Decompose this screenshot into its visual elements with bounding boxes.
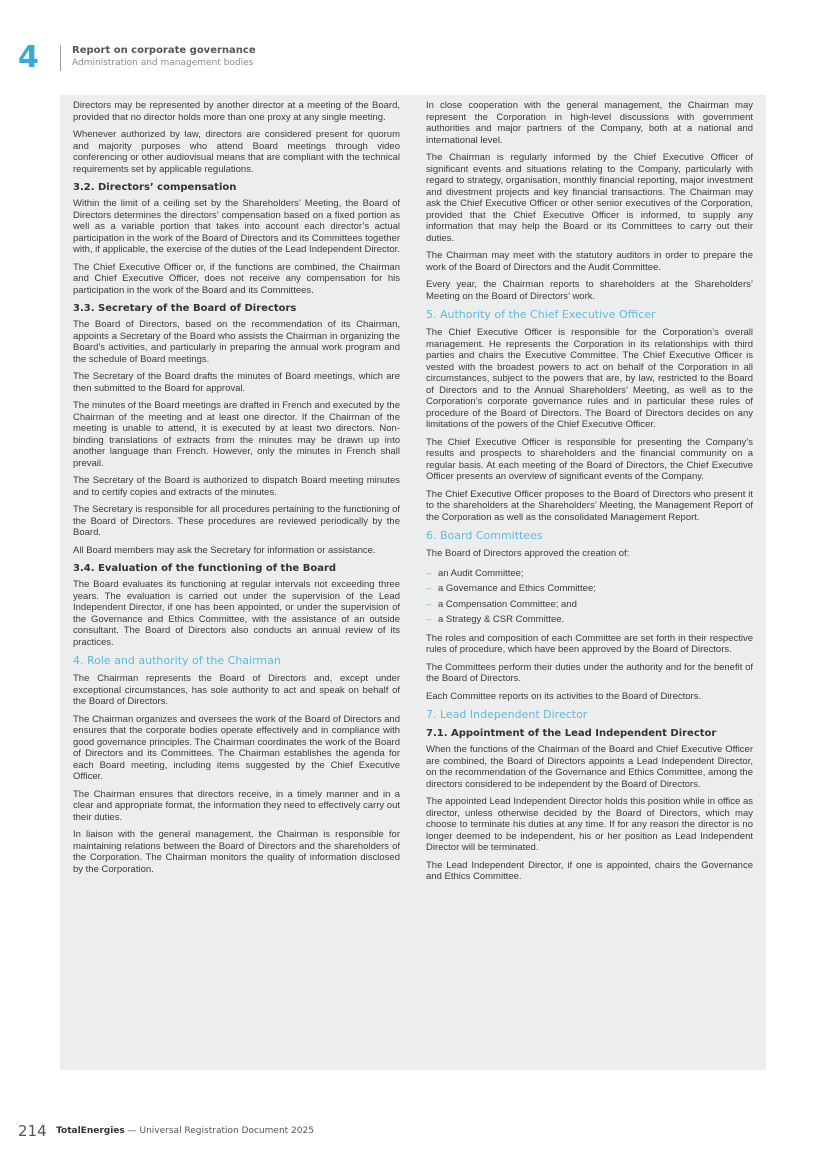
header-text: [72, 45, 256, 69]
paragraph: The Chief Executive Officer is responsible for presenting the Company’s results and prospects to shareholders and the financial community on a regular basis. At each meeting of the Board of Directors, the Chief Executive Officer presents an overview of significant events of the Company.: [426, 436, 753, 482]
paragraph: The minutes of the Board meetings are drafted in French and executed by the Chairman of the meeting and at least one director. If the Chairman of the meeting is unable to attend, it is executed by at least two directors. Non-binding translations of extracts from the minutes may be drawn up into another language than French. However, only the minutes in French shall prevail.: [73, 400, 400, 469]
chapter-number: 4: [18, 40, 39, 75]
paragraph: In close cooperation with the general management, the Chairman may represent the Corporation in high-level discussions with government authorities and major partners of the Company, both at a national and international level.: [426, 100, 753, 146]
paragraph: The Board of Directors, based on the recommendation of its Chairman, appoints a Secretary of the Board who assists the Chairman in organizing the Board’s activities, and particularly in preparing the annual work program and the schedule of Board meetings.: [73, 319, 400, 365]
paragraph: The Board of Directors approved the creation of:: [426, 548, 630, 559]
paragraph: The Committees perform their duties under the authority and for the benefit of the Board of Directors.: [426, 661, 753, 684]
section-heading-4: 4. Role and authority of the Chairman: [73, 654, 281, 667]
paragraph: The Chief Executive Officer is responsible for the Corporation’s overall management. He represents the Corporation in its relationships with third parties and chairs the Executive Committee. The Chief Executive Officer is vested with the broadest powers to act on behalf of the Corporation in all circumstances, subject to the powers that are, by law, restricted to the Board of Directors and to the Annual Shareholders’ Meeting, as well as to the Corporation’s corporate governance rules and in particular these rules of procedure of the Board of Directors. The Board of Directors decides on any limitations of the powers of the Chief Executive Officer.: [426, 327, 753, 430]
paragraph: The Board evaluates its functioning at regular intervals not exceeding three years. The evaluation is carried out under the supervision of the Lead Independent Director, if one has been appointed, or under the supervision of the Governance and Ethics Committee, with the assistance of an outside consultant. The Board of Directors also conducts an annual review of its practices.: [73, 579, 400, 648]
left-column: [73, 100, 400, 881]
paragraph: The appointed Lead Independent Director holds this position while in office as director, unless otherwise decided by the Board of Directors, which may choose to terminate his duties at any time. If for any reason the director is no longer deemed to be independent, his or her position as Lead Independent Director will be terminated.: [426, 796, 753, 853]
paragraph: In liaison with the general management, the Chairman is responsible for maintaining relations between the Board of Directors and the shareholders of the Corporation. The Chairman monitors the quality of information disclosed by the Corporation.: [73, 829, 400, 875]
paragraph: Whenever authorized by law, directors are considered present for quorum and majority purposes who attend Board meetings through video conferencing or other audiovisual means that are compliant with the technical requirements set by applicable regulations.: [73, 129, 400, 175]
header-title: Report on corporate governance: [72, 45, 256, 56]
paragraph: The Chairman represents the Board of Directors and, except under exceptional circumstances, has sole authority to act and speak on behalf of the Board of Directors.: [73, 673, 400, 707]
paragraph: The roles and composition of each Committee are set forth in their respective rules of procedure, which have been approved by the Board of Directors.: [426, 632, 753, 655]
list-item: – an Audit Committee;: [426, 566, 753, 582]
page-number: 214: [18, 1122, 47, 1140]
section-heading-5: 5. Authority of the Chief Executive Officer: [426, 308, 656, 321]
paragraph: Within the limit of a ceiling set by the Shareholders’ Meeting, the Board of Directors determines the directors’ compensation based on a fixed portion as well as a variable portion that takes into account each director’s actual participation in the work of the Board of Directors and its Committees together with, if applicable, the exercise of the duties of the Lead Independent Director.: [73, 198, 400, 255]
section-heading-7: 7. Lead Independent Director: [426, 708, 588, 721]
header-divider: [60, 45, 61, 71]
paragraph: The Chairman organizes and oversees the work of the Board of Directors and ensures that the corporate bodies operate effectively and in compliance with good governance principles. The Chairman coordinates the work of the Board of Directors and its Committees. The Chairman establishes the agenda for each Board meeting, including items suggested by the Chief Executive Officer.: [73, 713, 400, 782]
document-name: — Universal Registration Document 2025: [124, 1126, 314, 1136]
content-panel: [60, 95, 766, 1070]
paragraph: The Secretary of the Board drafts the minutes of Board meetings, which are then submitted to the Board for approval.: [73, 371, 400, 394]
brand-name: TotalEnergies: [56, 1126, 125, 1136]
section-heading-3-3: 3.3. Secretary of the Board of Directors: [73, 303, 297, 314]
section-heading-3-2: 3.2. Directors’ compensation: [73, 182, 237, 193]
paragraph: Every year, the Chairman reports to shareholders at the Shareholders’ Meeting on the Board of Directors’ work.: [426, 279, 753, 302]
paragraph: Directors may be represented by another director at a meeting of the Board, provided that no director holds more than one proxy at any single meeting.: [73, 100, 400, 123]
right-column: [426, 100, 753, 889]
committee-list: [426, 566, 753, 628]
header-subtitle: Administration and management bodies: [72, 58, 254, 68]
section-heading-3-4: 3.4. Evaluation of the functioning of the Board: [73, 563, 337, 574]
paragraph: All Board members may ask the Secretary for information or assistance.: [73, 544, 376, 556]
page-footer: [18, 1122, 314, 1140]
list-item: – a Compensation Committee; and: [426, 597, 753, 613]
paragraph: The Chief Executive Officer or, if the functions are combined, the Chairman and Chief Executive Officer, does not receive any compensation for his participation in the work of the Board and its Committees.: [73, 261, 400, 296]
paragraph: The Chairman is regularly informed by the Chief Executive Officer of significant events and situations relating to the Company, particularly with regard to strategy, organisation, monthly financial reporting, major investment and divestment projects and key financial transactions. The Chairman may ask the Chief Executive Officer or other senior executives of the Corporation, provided that the Chief Executive Officer is informed, to supply any information that may help the Board or its Committees to carry out their duties.: [426, 152, 753, 244]
section-heading-6: 6. Board Committees: [426, 529, 543, 542]
paragraph: The Chairman ensures that directors receive, in a timely manner and in a clear and appropriate format, the information they need to effectively carry out their duties.: [73, 788, 400, 823]
paragraph: The Secretary of the Board is authorized to dispatch Board meeting minutes and to certify copies and extracts of the minutes.: [73, 475, 400, 498]
paragraph: The Chairman may meet with the statutory auditors in order to prepare the work of the Board of Directors and the Audit Committee.: [426, 250, 753, 273]
section-heading-7-1: 7.1. Appointment of the Lead Independent Director: [426, 728, 717, 739]
list-item: – a Strategy & CSR Committee.: [426, 612, 753, 628]
paragraph: The Secretary is responsible for all procedures pertaining to the functioning of the Board of Directors. These procedures are reviewed periodically by the Board.: [73, 504, 400, 538]
paragraph: When the functions of the Chairman of the Board and Chief Executive Officer are combined, the Board of Directors appoints a Lead Independent Director, on the recommendation of the Governance and Ethics Committee, among the directors considered to be independent by the Board of Directors.: [426, 744, 753, 790]
paragraph: The Chief Executive Officer proposes to the Board of Directors who present it to the shareholders at the Shareholders’ Meeting, the Management Report of the Corporation as well as the consolidated Management Report.: [426, 488, 753, 523]
paragraph: The Lead Independent Director, if one is appointed, chairs the Governance and Ethics Committee.: [426, 859, 753, 882]
list-item: – a Governance and Ethics Committee;: [426, 581, 753, 597]
paragraph: Each Committee reports on its activities to the Board of Directors.: [426, 690, 702, 702]
